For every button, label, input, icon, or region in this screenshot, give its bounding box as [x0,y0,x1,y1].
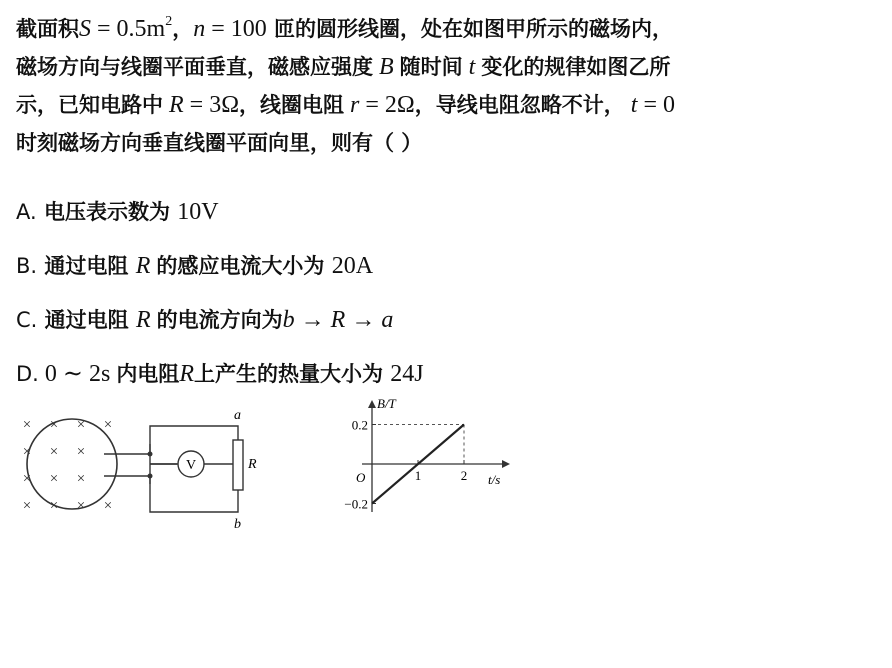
option-math [39,361,116,387]
field-cross-icon: × [103,498,113,514]
var-n: n [193,16,206,42]
option-text: 内电阻 [116,361,180,386]
voltmeter [150,451,238,477]
stem-line-4 [16,124,884,162]
stem-text: 变化的规律如图乙所 [481,54,671,79]
x-axis-arrow [502,460,510,468]
terminal-a-label: a [234,408,241,423]
field-cross-icon: × [49,444,59,460]
var-R: R [330,307,346,333]
option-a[interactable] [16,196,219,226]
stem-line-2 [16,48,884,86]
y-axis-arrow [368,400,376,408]
option-math [136,253,157,279]
var-b: b [282,307,295,333]
option-text: 的电流方向为 [156,307,283,332]
circuit-figure [12,404,282,534]
var-R: R [135,253,151,279]
var-t: t [630,92,638,118]
x-axis-label: t/s [488,472,501,487]
stem-text: ， [172,16,194,41]
stem-text: 时刻磁场方向垂直线圈平面向里，则有（ ） [16,130,423,155]
arrow: → [294,307,331,333]
var-a: a [381,307,394,333]
field-cross-icon: × [103,417,113,433]
turns-value: = 100 [205,16,267,42]
option-math [136,307,157,333]
stem-line-3 [16,86,884,124]
area-exponent: 2 [165,14,173,29]
field-cross-icon: × [49,417,59,433]
resistor-R [233,440,243,490]
coil-circle [27,419,117,509]
origin-label: O [356,470,366,485]
field-cross-icon: × [49,471,59,487]
option-b[interactable] [16,250,373,280]
var-r: r [350,92,360,118]
option-letter: A. [16,200,37,224]
option-letter: C. [16,308,38,332]
option-math: 20A [331,253,374,279]
field-cross-icon: × [22,471,32,487]
stem-text: ，线圈电阻 [239,92,345,117]
math-area [79,16,172,42]
option-math-direction [283,307,394,333]
arrow: → [345,307,382,333]
math-t0 [625,92,675,118]
option-text: 电压表示数为 [36,199,178,224]
R-value: = 3Ω [183,92,240,118]
var-R: R [135,307,151,333]
option-text: 上产生的热量大小为 [193,361,391,386]
r-value: = 2Ω [359,92,415,118]
option-math: 24J [390,361,424,387]
stem-text: 匝的圆形线圈，处在如图甲所示的磁场内， [266,16,674,41]
field-cross-icon: × [76,471,86,487]
math-r-value [344,92,415,118]
x-tick-label: 2 [460,468,468,483]
y-axis-label: B/T [377,396,396,411]
math-t [463,54,482,80]
field-cross-icon: × [76,417,86,433]
math-turns [193,16,267,42]
time-range: 0 ∼ 2s [44,361,111,387]
option-text: 通过电阻 [37,253,136,278]
option-text: 的感应电流大小为 [156,253,332,278]
question-stem [16,10,884,162]
stem-text: 示，已知电路中 [16,92,163,117]
var-R: R [179,361,194,387]
field-cross-icon: × [76,498,86,514]
var-t: t [468,54,476,80]
var-S: S [79,16,91,42]
option-math: 10V [177,199,219,225]
stem-text: 磁场方向与线圈平面垂直，磁感应强度 [16,54,373,79]
node-dot [148,452,153,457]
option-d[interactable] [16,358,424,388]
stem-text: 截面积 [16,16,79,41]
area-value: = 0.5m [91,16,166,42]
t-value: = 0 [637,92,675,118]
option-letter: D. [16,362,39,386]
field-cross-icon: × [22,417,32,433]
var-B: B [379,54,394,80]
math-R-value [163,92,239,118]
field-cross-icon: × [22,498,32,514]
b-t-graph [330,394,530,519]
voltmeter-label: V [185,458,197,473]
option-letter: B. [16,254,38,278]
stem-line-1 [16,10,884,48]
resistor-label: R [248,457,257,472]
circuit-wires [104,426,238,512]
field-cross-icon: × [49,498,59,514]
x-tick-label: 1 [414,468,422,483]
option-c[interactable] [16,304,393,334]
y-tick-label: 0.2 [351,417,368,433]
node-dot [148,474,153,479]
terminal-b-label: b [234,517,241,532]
math-B [373,54,400,80]
stem-text: 随时间 [399,54,463,79]
option-math [179,361,194,387]
field-cross-icon: × [76,444,86,460]
field-cross-icon: × [22,444,32,460]
y-tick-label: −0.2 [344,496,368,512]
option-text: 通过电阻 [37,307,136,332]
var-R: R [169,92,184,118]
stem-text: ，导线电阻忽略不计， [414,92,625,117]
